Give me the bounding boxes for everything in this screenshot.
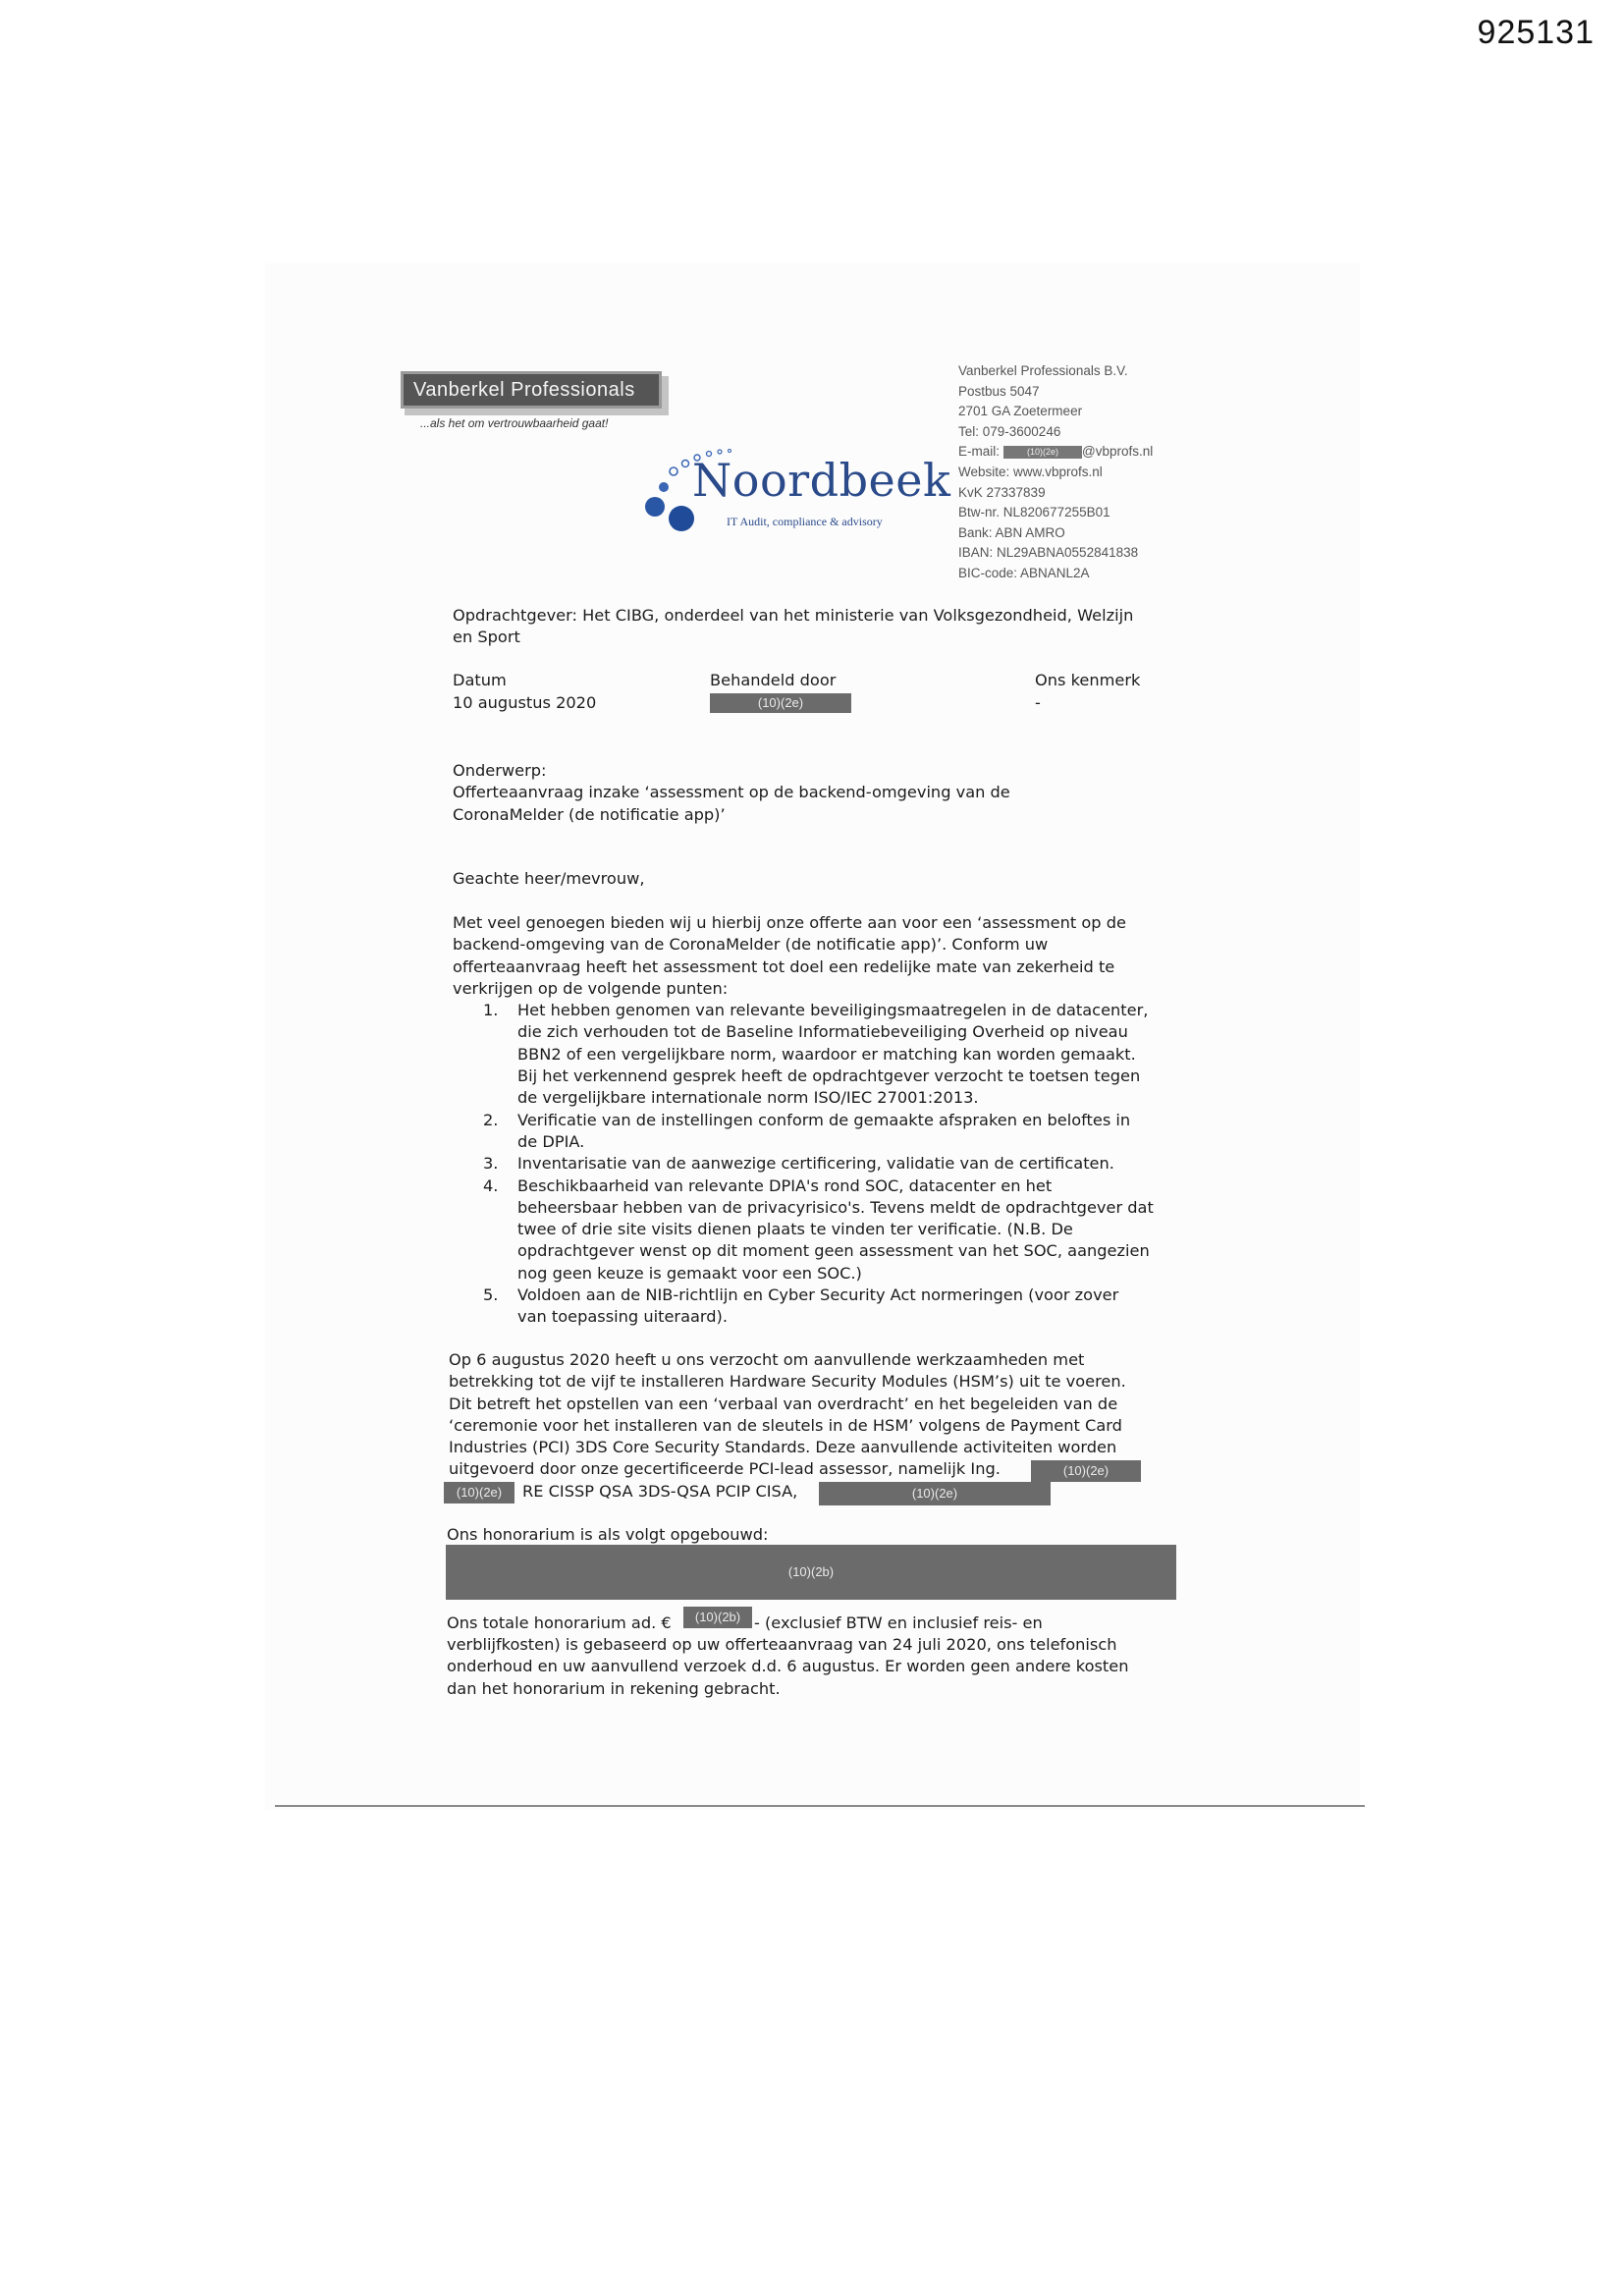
list-item — [453, 1153, 1218, 1175]
fee-line: dan het honorarium in rekening gebracht. — [447, 1678, 781, 1698]
list-item-number: 4. — [483, 1175, 499, 1195]
vanberkel-tagline: ...als het om vertrouwbaarheid gaat! — [420, 416, 609, 430]
vanberkel-logo: Vanberkel Professionals — [401, 371, 662, 409]
email-redaction: (10)(2e) — [1003, 446, 1082, 459]
assessor-name-redaction: (10)(2e) — [1031, 1460, 1141, 1482]
fee-total-redaction: (10)(2b) — [683, 1607, 752, 1628]
salutation: Geachte heer/mevrouw, — [453, 869, 645, 888]
list-item-number: 2. — [483, 1110, 499, 1129]
list-item-line: Verificatie van de instellingen conform de gemaakte afspraken en beloftes in — [517, 1110, 1131, 1129]
intro-line: backend-omgeving van de CoronaMelder (de notificatie app)’. Conform uw — [453, 935, 1049, 955]
intro-line: Met veel genoegen bieden wij u hierbij onze offerte aan voor een ‘assessment op de — [453, 913, 1126, 932]
address-tel: Tel: 079-3600246 — [958, 423, 1061, 439]
address-city: 2701 GA Zoetermeer — [958, 404, 1083, 419]
noordbeek-logo-subtitle: IT Audit, compliance & advisory — [727, 515, 883, 528]
page-bottom-rule — [275, 1805, 1365, 1807]
list-item-line: opdrachtgever wenst op dit moment geen assessment van het SOC, aangezien — [517, 1241, 1150, 1261]
subject-block — [453, 760, 1010, 826]
company-address-block — [958, 361, 1153, 584]
address-email — [958, 442, 1153, 463]
fee-total-suffix: - (exclusief BTW en inclusief reis- en — [754, 1613, 1043, 1632]
list-item-number: 5. — [483, 1285, 499, 1305]
address-postbus: Postbus 5047 — [958, 383, 1040, 399]
list-item-number: 3. — [483, 1154, 499, 1174]
assessor-extra-redaction: (10)(2e) — [819, 1482, 1051, 1505]
client-line-2: en Sport — [453, 628, 520, 647]
handled-by-label: Behandeld door — [710, 671, 837, 689]
assessor-certifications: RE CISSP QSA 3DS-QSA PCIP CISA, — [522, 1482, 798, 1501]
email-domain: @vbprofs.nl — [1082, 444, 1154, 460]
fee-paragraph — [447, 1634, 1213, 1700]
noordbeek-logo-name: Noordbeek — [692, 454, 951, 507]
reference-label: Ons kenmerk — [1035, 671, 1141, 689]
list-item-line: twee of drie site visits dienen plaats te vinden ter verificatie. (N.B. De — [517, 1220, 1073, 1239]
hsm-line: uitgevoerd door onze gecertificeerde PCI-lead assessor, namelijk Ing. — [449, 1459, 1001, 1479]
list-item-line: de vergelijkbare internationale norm ISO/IEC 27001:2013. — [517, 1088, 979, 1108]
hsm-line: Op 6 augustus 2020 heeft u ons verzocht om aanvullende werkzaamheden met — [449, 1350, 1085, 1369]
handled-by-redaction: (10)(2e) — [710, 693, 851, 713]
address-kvk: KvK 27337839 — [958, 484, 1046, 500]
list-item-line: Beschikbaarheid van relevante DPIA's rond SOC, datacenter en het — [517, 1175, 1053, 1195]
hsm-line: Dit betreft het opstellen van een ‘verbaal van overdracht’ en het begeleiden van de — [449, 1394, 1118, 1413]
list-item-line: BBN2 of een vergelijkbare norm, waardoor er matching kan worden gemaakt. — [517, 1044, 1136, 1064]
intro-line: verkrijgen op de volgende punten: — [453, 978, 729, 998]
subject-line-1: Offerteaanvraag inzake ‘assessment op de backend-omgeving van de — [453, 783, 1010, 802]
hsm-line: Industries (PCI) 3DS Core Security Standards. Deze aanvullende activiteiten worden — [449, 1438, 1117, 1457]
list-item-line: Het hebben genomen van relevante beveiligingsmaatregelen in de datacenter, — [517, 1001, 1149, 1020]
hsm-line: ‘ceremonie voor het installeren van de sleutels in de HSM’ volgens de Payment Card — [449, 1415, 1122, 1435]
address-bank: Bank: ABN AMRO — [958, 524, 1065, 540]
list-item — [453, 1285, 1218, 1329]
date-label: Datum — [453, 671, 507, 689]
list-item-line: van toepassing uiteraard). — [517, 1307, 729, 1327]
date-value: 10 augustus 2020 — [453, 693, 597, 712]
address-company: Vanberkel Professionals B.V. — [958, 363, 1128, 378]
list-item-line: de DPIA. — [517, 1131, 585, 1151]
address-iban: IBAN: NL29ABNA0552841838 — [958, 545, 1139, 561]
list-item — [453, 1110, 1218, 1154]
assessment-points-list — [453, 1000, 1218, 1328]
intro-paragraph — [453, 912, 1218, 1329]
list-item-line: nog geen keuze is gemaakt voor een SOC.) — [517, 1263, 862, 1283]
subject-line-2: CoronaMelder (de notificatie app)’ — [453, 804, 726, 824]
intro-line: offerteaanvraag heeft het assessment tot doel een redelijke mate van zekerheid te — [453, 957, 1115, 976]
list-item — [453, 1000, 1218, 1109]
list-item-line: beheersbaar hebben van de privacyrisico's. Tevens meldt de opdrachtgever dat — [517, 1197, 1154, 1217]
email-label: E-mail: — [958, 444, 1001, 460]
fee-header: Ons honorarium is als volgt opgebouwd: — [447, 1525, 769, 1544]
client-line-1: Opdrachtgever: Het CIBG, onderdeel van het ministerie van Volksgezondheid, Welzijn — [453, 606, 1134, 625]
address-btw: Btw-nr. NL820677255B01 — [958, 505, 1110, 520]
hsm-line: betrekking tot de vijf te installeren Hardware Security Modules (HSM’s) uit te voeren. — [449, 1372, 1126, 1392]
subject-label: Onderwerp: — [453, 761, 547, 780]
list-item-line: Voldoen aan de NIB-richtlijn en Cyber Security Act normeringen (voor zover — [517, 1285, 1119, 1305]
fee-total-prefix: Ons totale honorarium ad. € — [447, 1613, 672, 1632]
address-website: Website: www.vbprofs.nl — [958, 464, 1103, 479]
list-item-line: die zich verhouden tot de Baseline Informatiebeveiliging Overheid op niveau — [517, 1022, 1128, 1042]
fee-line: onderhoud en uw aanvullend verzoek d.d. 6 augustus. Er worden geen andere kosten — [447, 1657, 1129, 1676]
assessor-name-redaction-2: (10)(2e) — [444, 1482, 514, 1503]
address-bic: BIC-code: ABNANL2A — [958, 565, 1090, 580]
document-number: 925131 — [1477, 14, 1595, 51]
list-item-line: Inventarisatie van de aanwezige certificering, validatie van de certificaten. — [517, 1154, 1114, 1174]
list-item-line: Bij het verkennend gesprek heeft de opdrachtgever verzocht te toetsen tegen — [517, 1066, 1141, 1086]
reference-value: - — [1035, 693, 1041, 712]
client-line — [453, 605, 1133, 649]
fee-line: verblijfkosten) is gebaseerd op uw offerteaanvraag van 24 juli 2020, ons telefonisch — [447, 1635, 1117, 1654]
list-item-number: 1. — [483, 1001, 499, 1020]
list-item — [453, 1175, 1218, 1285]
fee-table-redaction: (10)(2b) — [446, 1545, 1176, 1600]
